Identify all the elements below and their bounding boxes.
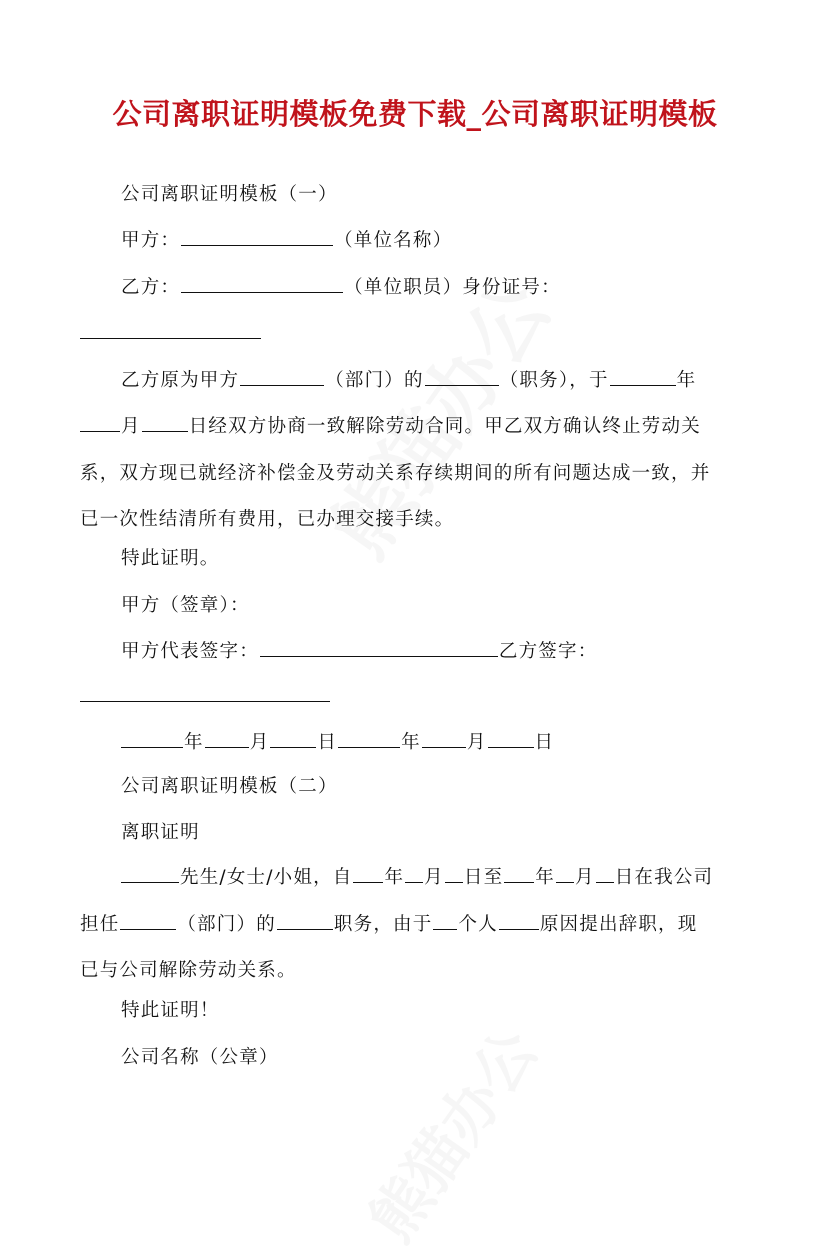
template1-heading: 公司离职证明模板（一）: [121, 184, 338, 205]
t2-text: （部门）的: [177, 914, 276, 935]
para1-text: 月: [121, 416, 141, 437]
rep-sign-label: 甲方代表签字：: [121, 641, 259, 662]
day-blank: [445, 864, 463, 883]
id-number-blank: [80, 337, 261, 339]
party-b-line: [121, 273, 561, 299]
para1-line3: 系，双方现已就经济补偿金及劳动关系存续期间的所有问题达成一致，并: [80, 463, 711, 484]
date-line: [121, 728, 554, 754]
party-a-line: [121, 226, 452, 252]
party-b-label: 乙方：: [121, 277, 181, 298]
month-blank: [556, 864, 574, 883]
name-blank: [121, 864, 179, 883]
t2-text: 原因提出辞职，现: [539, 914, 698, 935]
month-blank: [422, 729, 466, 748]
department-blank: [120, 911, 176, 930]
template2-line2: [80, 910, 697, 936]
party-a-label: 甲方：: [121, 230, 181, 251]
month-blank: [80, 413, 120, 432]
t2-text: 个人: [458, 914, 498, 935]
month-blank: [205, 729, 249, 748]
day-blank: [488, 729, 534, 748]
party-a-note: （单位名称）: [334, 230, 453, 251]
date-text: 年: [184, 732, 204, 753]
t2-text: 职务，由于: [333, 914, 433, 935]
day-blank: [270, 729, 316, 748]
template2-line3: 已与公司解除劳动关系。: [80, 960, 297, 981]
para1-text: 年: [676, 370, 697, 391]
t2-text: 担任: [80, 914, 120, 935]
year-blank: [338, 729, 400, 748]
b-sign-blank: [80, 700, 330, 702]
para1-text: （职务），于: [499, 370, 609, 391]
year-blank: [353, 864, 383, 883]
para1-text: （部门）的: [325, 370, 424, 391]
template2-heading: 公司离职证明模板（二）: [121, 776, 338, 797]
special-note-2: 特此证明！: [121, 1000, 220, 1021]
t2-text: 年: [384, 867, 405, 888]
t2-text: 日在我公司: [614, 867, 714, 888]
t2-text: 年: [535, 867, 555, 888]
para1-line1: [121, 366, 696, 392]
year-blank: [121, 729, 183, 748]
reason-blank: [499, 911, 539, 930]
t2-text: 先生/女士/小姐，自: [180, 867, 353, 888]
t2-text: 月: [424, 867, 444, 888]
year-blank: [610, 367, 676, 386]
day-blank: [596, 864, 614, 883]
para1-line4: 已一次性结清所有费用，已办理交接手续。: [80, 509, 455, 530]
year-blank: [504, 864, 534, 883]
date-text: 日: [534, 732, 555, 753]
document-title: 公司离职证明模板免费下载_公司离职证明模板: [112, 97, 718, 131]
party-b-blank: [181, 274, 343, 293]
department-blank: [240, 367, 324, 386]
reason-blank: [433, 911, 457, 930]
date-text: 月: [466, 732, 487, 753]
party-a-blank: [181, 227, 333, 246]
b-sign-label: 乙方签字：: [498, 641, 598, 662]
company-seal: 公司名称（公章）: [121, 1047, 279, 1068]
position-blank: [277, 911, 333, 930]
position-blank: [425, 367, 499, 386]
template2-line1: [121, 863, 713, 889]
t2-text: 月: [574, 867, 595, 888]
special-note-1: 特此证明。: [121, 548, 220, 569]
para1-text: 日经双方协商一致解除劳动合同。甲乙双方确认终止劳动关: [188, 416, 701, 437]
watermark: [346, 1010, 554, 1256]
para1-line2: [80, 412, 701, 438]
month-blank: [405, 864, 423, 883]
day-blank: [142, 413, 188, 432]
party-a-seal: 甲方（签章）：: [121, 595, 250, 616]
party-b-note: （单位职员）身份证号：: [344, 277, 561, 298]
t2-text: 日至: [463, 867, 504, 888]
date-text: 月: [249, 732, 270, 753]
para1-text: 乙方原为甲方: [121, 370, 240, 391]
signature-line: [121, 637, 597, 663]
template2-subtitle: 离职证明: [121, 822, 200, 843]
date-text: 日: [317, 732, 338, 753]
date-text: 年: [401, 732, 421, 753]
rep-sign-blank: [260, 638, 498, 657]
